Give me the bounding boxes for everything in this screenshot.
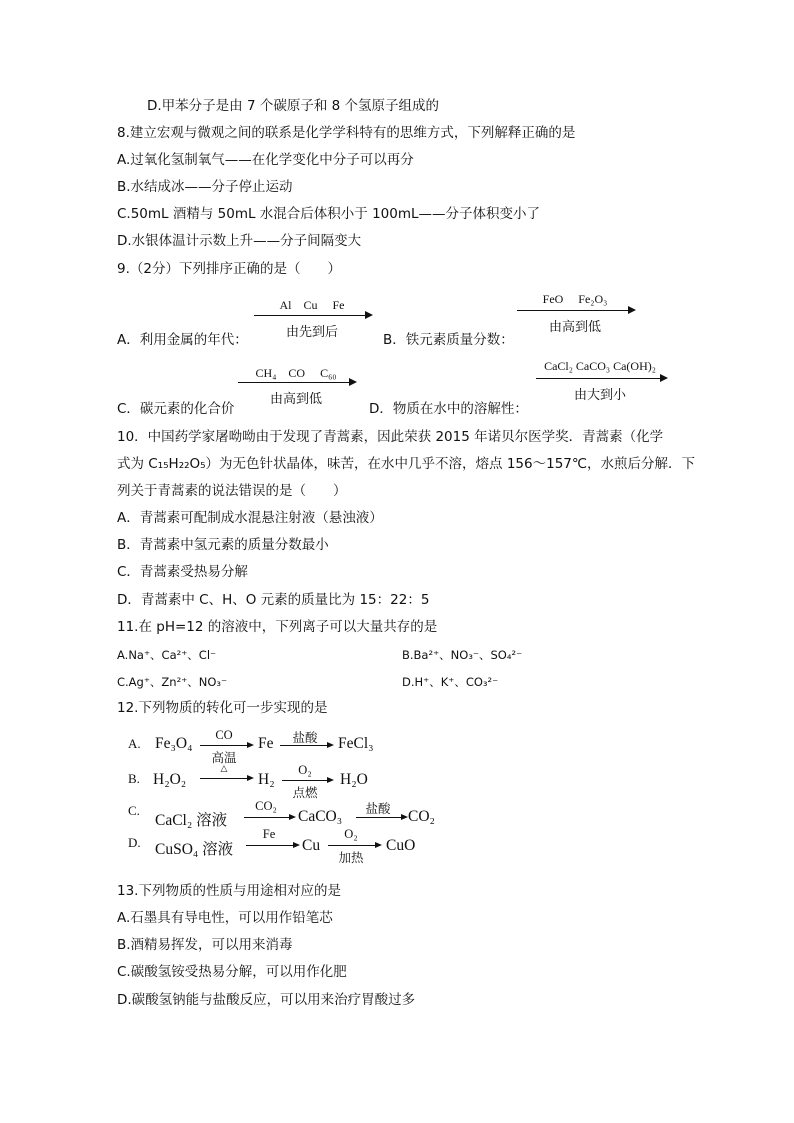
q13-option-d: D.碳酸氢钠能与盐酸反应，可以用来治疗胃酸过多: [117, 992, 416, 1008]
q9-stem: 9.（2分）下列排序正确的是（ ）: [117, 261, 341, 277]
q12-a-condition1b: 高温: [211, 750, 237, 765]
q12-option-c-marker: C.: [128, 803, 140, 818]
q12-a-reactant: Fe₃O₄: [155, 735, 193, 752]
q12-b-intermediate: H₂: [258, 771, 275, 788]
q12-c-condition2: 盐酸: [365, 802, 391, 816]
q9-b-sequence: FeO Fe₂O₃: [542, 292, 608, 306]
q12-d-arrow1: [246, 845, 294, 846]
q12-c-condition1: CO₂: [255, 799, 277, 813]
q11-option-c: C.Ag⁺、Zn²⁺、NO₃⁻: [117, 675, 228, 689]
q12-c-reactant: CaCl₂ 溶液: [155, 812, 228, 829]
q9-d-arrow: [536, 378, 661, 379]
q12-d-reactant: CuSO₄ 溶液: [155, 841, 234, 858]
q9-d-sequence: CaCl₂ CaCO₃ Ca(OH)₂: [544, 359, 656, 373]
q11-option-b: B.Ba²⁺、NO₃⁻、SO₄²⁻: [402, 648, 523, 662]
q10-stem-line1: 10．中国药学家屠呦呦由于发现了青蒿素，因此荣获 2015 年诺贝尔医学奖．青蒿素（化学: [117, 429, 664, 445]
q10-stem-line2: 式为 C₁₅H₂₂O₅）为无色针状晶体，味苦，在水中几乎不溶，熔点 156～157℃，水煎后分解．下: [117, 456, 696, 472]
q9-b-order: 由高到低: [548, 320, 601, 335]
q12-option-b-marker: B.: [128, 771, 140, 786]
q9-c-order: 由高到低: [269, 392, 322, 407]
q8-stem: 8.建立宏观与微观之间的联系是化学学科特有的思维方式，下列解释正确的是: [117, 125, 576, 141]
q9-a-sequence: Al Cu Fe: [279, 298, 345, 312]
q12-b-arrow1: [200, 778, 248, 779]
q9-c-arrow: [238, 382, 350, 383]
q11-stem: 11.在 pH=12 的溶液中，下列离子可以大量共存的是: [117, 619, 438, 635]
q9-option-a-label: A．利用金属的年代：: [117, 332, 248, 348]
q12-d-intermediate: Cu: [302, 837, 321, 854]
q10-option-d: D．青蒿素中 C、H、O 元素的质量比为 15：22：5: [117, 592, 430, 608]
q12-b-condition2: O₂: [298, 763, 312, 777]
q10-stem-line3: 列关于青蒿素的说法错误的是（ ）: [117, 483, 347, 499]
q8-option-d: D.水银体温计示数上升——分子间隔变大: [117, 233, 362, 249]
q11-option-a: A.Na⁺、Ca²⁺、Cl⁻: [117, 648, 217, 662]
q12-c-intermediate: CaCO₃: [298, 808, 343, 825]
q9-a-order: 由先到后: [285, 325, 338, 340]
q12-c-arrow2: [356, 817, 402, 818]
q9-option-b-label: B．铁元素质量分数：: [383, 332, 514, 348]
q12-b-reactant: H₂O₂: [153, 771, 187, 788]
q11-option-d: D.H⁺、K⁺、CO₃²⁻: [402, 675, 499, 689]
q13-option-b: B.酒精易挥发，可以用来消毒: [117, 937, 293, 953]
q8-option-c: C.50mL 酒精与 50mL 水混合后体积小于 100mL——分子体积变小了: [117, 206, 541, 222]
q9-option-c-label: C．碳元素的化合价: [117, 401, 235, 417]
q9-option-d-label: D．物质在水中的溶解性：: [369, 401, 528, 417]
q12-a-intermediate: Fe: [258, 735, 274, 752]
q12-option-d-marker: D.: [128, 835, 141, 850]
q8-option-b: B.水结成冰——分子停止运动: [117, 179, 293, 195]
q12-a-arrow2: [280, 745, 328, 746]
q12-b-heat-symbol: △: [220, 764, 228, 774]
q7-option-d: D.甲苯分子是由 7 个碳原子和 8 个氢原子组成的: [147, 98, 440, 114]
q9-c-sequence: CH₄ CO C₆₀: [255, 366, 337, 380]
q10-option-b: B．青蒿素中氢元素的质量分数最小: [117, 537, 329, 553]
q12-a-arrow1: [200, 745, 248, 746]
q12-c-product: CO₂: [408, 808, 435, 825]
q9-d-order: 由大到小: [573, 388, 626, 403]
q13-stem: 13.下列物质的性质与用途相对应的是: [117, 883, 341, 899]
q12-a-condition2: 盐酸: [292, 731, 318, 745]
q12-d-condition2: O₂: [344, 827, 358, 841]
q12-b-arrow2: [282, 780, 328, 781]
q12-a-product: FeCl₃: [338, 735, 374, 752]
q12-a-condition1: CO: [215, 728, 233, 742]
q12-d-arrow2: [328, 845, 376, 846]
q12-d-condition1: Fe: [262, 827, 276, 841]
q8-option-a: A.过氧化氢制氧气——在化学变化中分子可以再分: [117, 152, 414, 168]
q12-stem: 12.下列物质的转化可一步实现的是: [117, 700, 328, 716]
q12-d-product: CuO: [386, 837, 416, 854]
q12-c-arrow1: [244, 817, 290, 818]
q9-b-arrow: [517, 310, 629, 311]
q9-a-arrow: [254, 315, 366, 316]
q13-option-c: C.碳酸氢铵受热易分解，可以用作化肥: [117, 964, 347, 980]
q10-option-a: A．青蒿素可配制成水混悬注射液（悬浊液）: [117, 510, 383, 526]
q12-b-product: H₂O: [340, 771, 368, 788]
q12-option-a-marker: A.: [128, 736, 141, 751]
q10-option-c: C．青蒿素受热易分解: [117, 564, 248, 580]
q12-b-condition2b: 点燃: [292, 785, 318, 800]
q12-d-condition2b: 加热: [338, 850, 364, 865]
q13-option-a: A.石墨具有导电性，可以用作铅笔芯: [117, 910, 333, 926]
